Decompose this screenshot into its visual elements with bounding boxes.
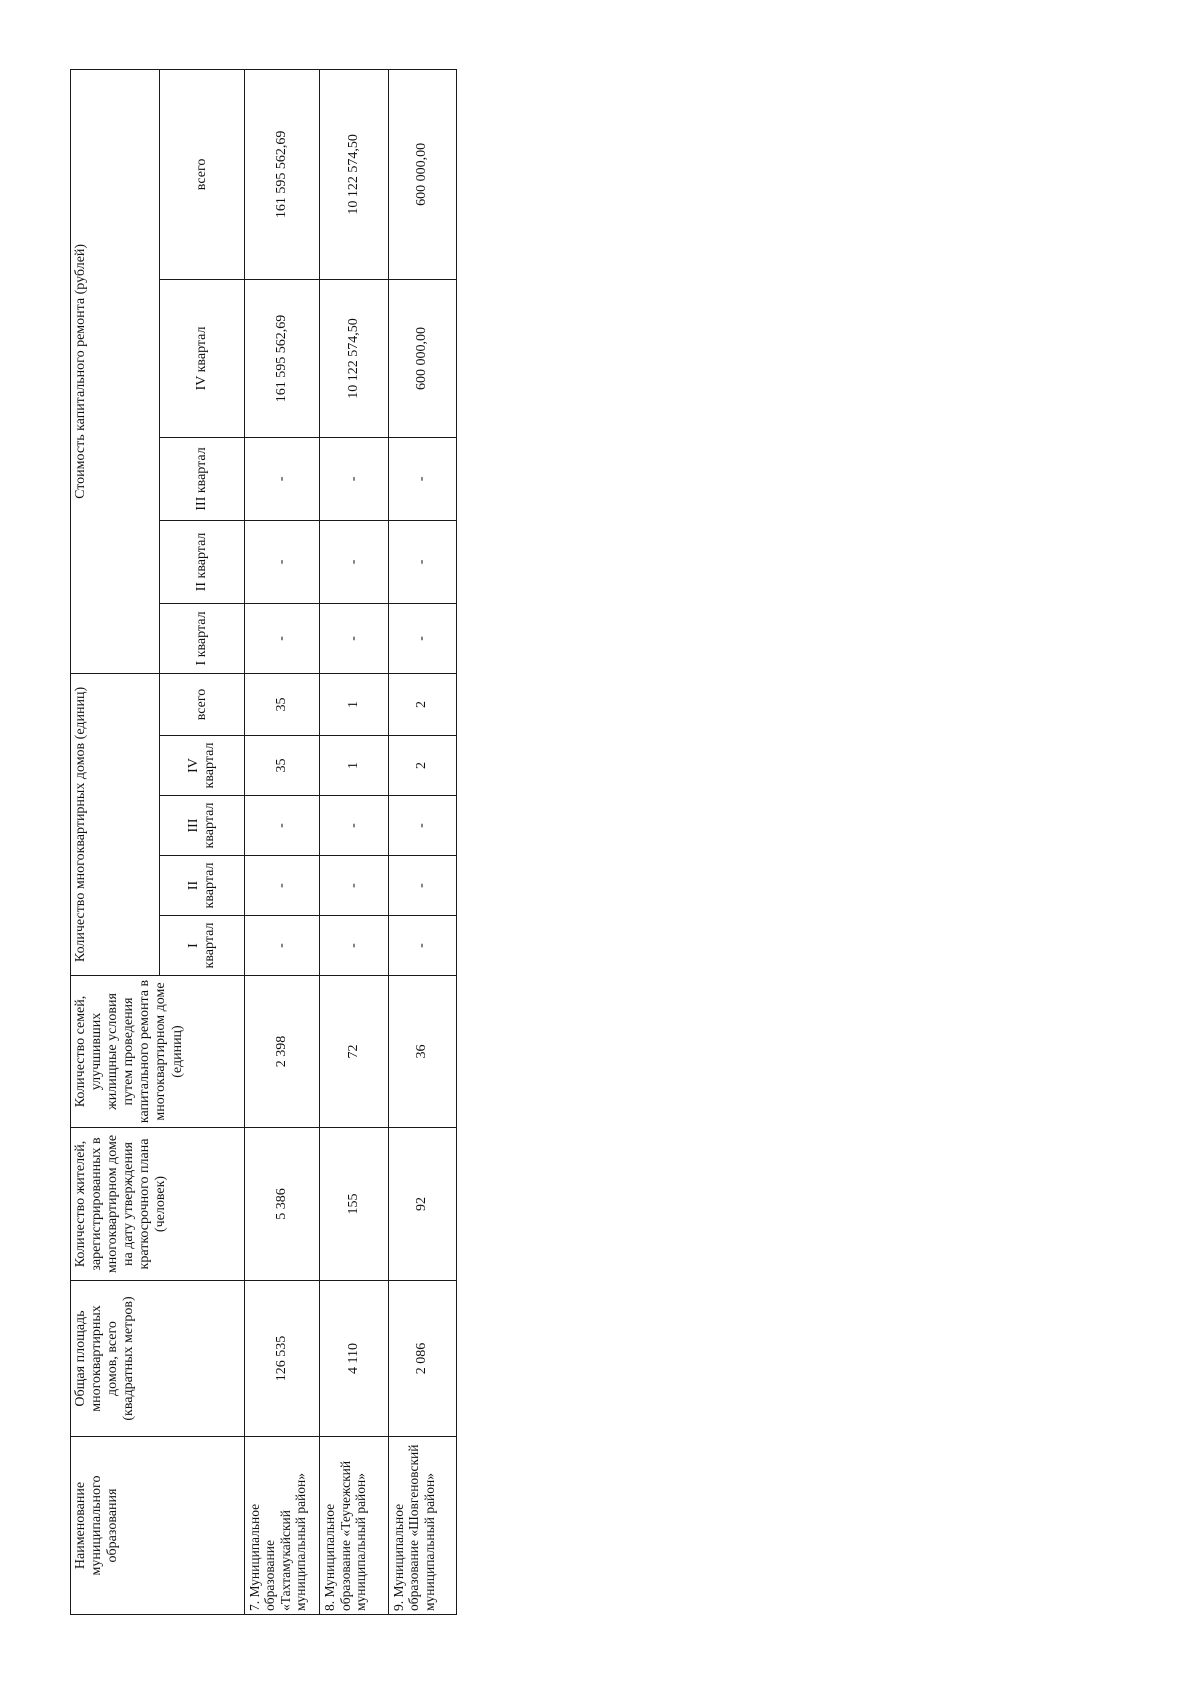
cell-houses-q3: - xyxy=(388,796,456,856)
header-cost-q1: I квартал xyxy=(160,603,244,673)
cell-cost-q3: - xyxy=(320,437,388,520)
header-families: Количество семей, улучшивших жилищные условия путем проведения капитального ремонта в многоквартирном доме (единиц) xyxy=(71,976,245,1128)
header-houses-q1: I квартал xyxy=(160,916,244,976)
header-name: Наименование муниципального образования xyxy=(71,1437,245,1615)
header-houses-total: всего xyxy=(160,673,244,735)
header-houses-q3: III квартал xyxy=(160,796,244,856)
cell-cost-total: 161 595 562,69 xyxy=(244,69,320,279)
table-row xyxy=(244,69,320,1614)
capital-repair-table xyxy=(70,69,457,1615)
cell-houses-q1: - xyxy=(320,916,388,976)
header-houses-q4: IV квартал xyxy=(160,736,244,796)
header-cost-q2: II квартал xyxy=(160,520,244,603)
header-residents: Количество жителей, зарегистрированных в многоквартирном доме на дату утверждения краткосрочного плана (человек) xyxy=(71,1128,245,1281)
cell-houses-q1: - xyxy=(388,916,456,976)
header-area: Общая площадь многоквартирных домов, всего (квадратных метров) xyxy=(71,1281,245,1437)
cell-houses-total: 35 xyxy=(244,673,320,735)
cell-cost-q2: - xyxy=(320,520,388,603)
cell-residents: 5 386 xyxy=(244,1128,320,1281)
header-houses-q2: II квартал xyxy=(160,856,244,916)
cell-families: 36 xyxy=(388,976,456,1128)
cell-houses-q4: 1 xyxy=(320,736,388,796)
cell-cost-q4: 600 000,00 xyxy=(388,279,456,437)
header-cost-q3: III квартал xyxy=(160,437,244,520)
cell-area: 4 110 xyxy=(320,1281,388,1437)
header-cost-q4: IV квартал xyxy=(160,279,244,437)
cell-houses-total: 1 xyxy=(320,673,388,735)
cell-houses-q4: 35 xyxy=(244,736,320,796)
cell-houses-q4: 2 xyxy=(388,736,456,796)
cell-houses-q2: - xyxy=(244,856,320,916)
header-cost-group: Стоимость капитального ремонта (рублей) xyxy=(71,69,160,673)
cell-houses-q2: - xyxy=(388,856,456,916)
cell-residents: 155 xyxy=(320,1128,388,1281)
table-row xyxy=(320,69,388,1614)
cell-cost-total: 10 122 574,50 xyxy=(320,69,388,279)
cell-cost-q3: - xyxy=(244,437,320,520)
cell-cost-q3: - xyxy=(388,437,456,520)
table-row xyxy=(388,69,456,1614)
cell-houses-q3: - xyxy=(244,796,320,856)
cell-houses-q3: - xyxy=(320,796,388,856)
cell-name: 8. Муниципальное образование «Теучежский муниципальный район» xyxy=(320,1437,388,1615)
cell-name: 9. Муниципальное образование «Шовгеновский муниципальный район» xyxy=(388,1437,456,1615)
cell-cost-q4: 161 595 562,69 xyxy=(244,279,320,437)
cell-cost-q1: - xyxy=(244,603,320,673)
cell-cost-q2: - xyxy=(244,520,320,603)
cell-area: 126 535 xyxy=(244,1281,320,1437)
cell-families: 72 xyxy=(320,976,388,1128)
cell-cost-total: 600 000,00 xyxy=(388,69,456,279)
cell-area: 2 086 xyxy=(388,1281,456,1437)
cell-families: 2 398 xyxy=(244,976,320,1128)
cell-cost-q2: - xyxy=(388,520,456,603)
rotated-table-wrapper xyxy=(70,70,457,1615)
header-houses-group: Количество многоквартирных домов (единиц) xyxy=(71,673,160,975)
cell-cost-q4: 10 122 574,50 xyxy=(320,279,388,437)
cell-houses-total: 2 xyxy=(388,673,456,735)
cell-houses-q2: - xyxy=(320,856,388,916)
cell-houses-q1: - xyxy=(244,916,320,976)
header-cost-total: всего xyxy=(160,69,244,279)
cell-name: 7. Муниципальное образование «Тахтамукайский муниципальный район» xyxy=(244,1437,320,1615)
cell-cost-q1: - xyxy=(388,603,456,673)
cell-cost-q1: - xyxy=(320,603,388,673)
cell-residents: 92 xyxy=(388,1128,456,1281)
